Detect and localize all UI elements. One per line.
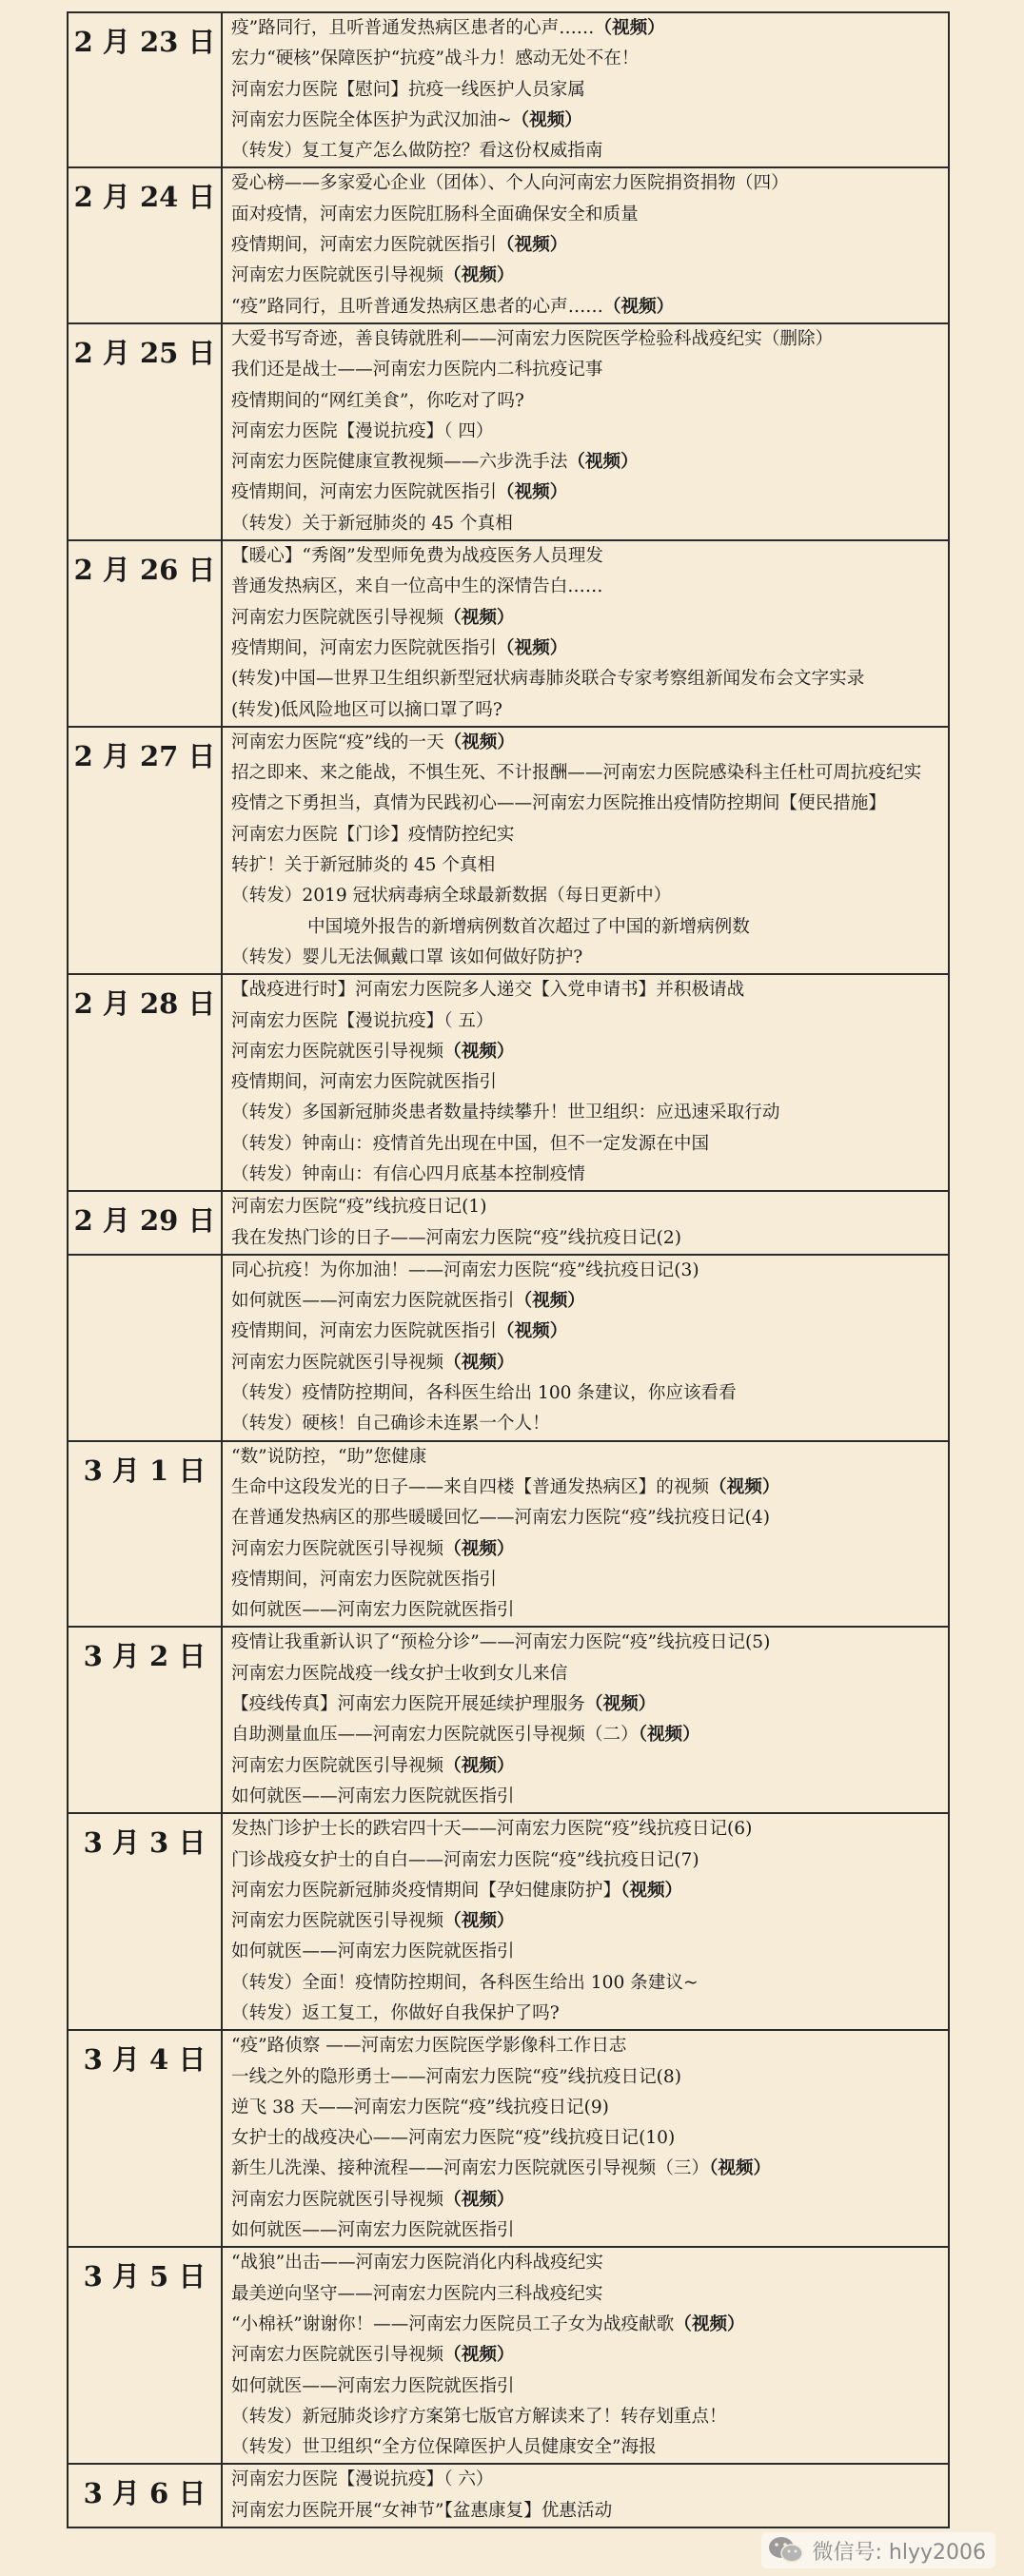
article-title-text: 在普通发热病区的那些暖暖回忆——河南宏力医院“疫”线抗疫日记(4) — [231, 1508, 770, 1529]
article-title-text: “疫”路同行，且听普通发热病区患者的心声…… — [231, 296, 603, 317]
video-tag: （视频） — [443, 2345, 515, 2366]
article-title-text: （转发）新冠肺炎诊疗方案第七版官方解读来了！转存划重点！ — [231, 2406, 727, 2427]
article-title-text: 门诊战疫女护士的自白——河南宏力医院“疫”线抗疫日记(7) — [231, 1849, 699, 1870]
video-tag: （视频） — [514, 1291, 585, 1312]
video-tag: （视频） — [620, 1880, 683, 1901]
article-title[interactable] — [231, 261, 942, 291]
video-tag: （视频） — [443, 732, 515, 752]
article-title[interactable] — [231, 2031, 942, 2061]
article-title-text: 如何就医——河南宏力医院就医指引 — [231, 2375, 515, 2396]
article-title[interactable] — [231, 1286, 942, 1317]
article-title[interactable] — [231, 417, 942, 447]
article-title-text: 河南宏力医院“疫”线抗疫日记(1) — [231, 1197, 487, 1218]
article-title[interactable] — [231, 478, 942, 508]
article-title[interactable] — [231, 355, 942, 385]
article-title[interactable] — [231, 200, 942, 230]
article-title[interactable] — [231, 1098, 942, 1128]
article-title[interactable] — [231, 1845, 942, 1876]
article-title-text: 如何就医——河南宏力医院就医指引 — [231, 1786, 515, 1806]
articles-cell — [222, 1191, 949, 1255]
schedule-row — [68, 2464, 949, 2527]
date-cell: 3 月 2 日 — [68, 1627, 222, 1813]
article-title[interactable] — [231, 1876, 942, 1906]
article-title[interactable] — [231, 820, 942, 850]
article-title-text: 同心抗疫！为你加油！——河南宏力医院“疫”线抗疫日记(3) — [231, 1259, 699, 1280]
article-title-text: 河南宏力医院【门诊】疫情防控纪实 — [231, 824, 515, 845]
article-title-text: 河南宏力医院【慰问】抗疫一线医护人员家属 — [231, 79, 585, 100]
video-tag: （视频） — [594, 18, 665, 38]
article-title[interactable] — [231, 1659, 942, 1689]
video-tag: （视频） — [443, 607, 515, 628]
article-title[interactable] — [231, 1720, 942, 1750]
schedule-row — [68, 2030, 949, 2247]
article-title-text: 河南宏力医院就医引导视频 — [231, 1538, 444, 1559]
article-title-text: 如何就医——河南宏力医院就医指引 — [231, 1291, 515, 1312]
video-tag: （视频） — [443, 1352, 515, 1373]
video-tag: （视频） — [602, 296, 675, 317]
article-title-text: （转发）钟南山：有信心四月底基本控制疫情 — [231, 1163, 585, 1184]
articles-cell — [222, 2464, 949, 2527]
article-title[interactable] — [231, 2062, 942, 2093]
article-title[interactable] — [231, 728, 942, 758]
video-tag: （视频） — [496, 637, 568, 658]
article-title-text: 疫情期间，河南宏力医院就医指引 — [231, 637, 497, 658]
date-cell: 3 月 3 日 — [68, 1813, 222, 2030]
schedule-row — [68, 1255, 949, 1441]
article-title[interactable] — [231, 850, 942, 881]
article-title[interactable] — [231, 881, 942, 911]
video-tag: （视频） — [674, 2313, 745, 2334]
schedule-row — [68, 167, 949, 322]
article-title[interactable] — [231, 2279, 942, 2310]
article-title-text: 河南宏力医院全体医护为武汉加油~ — [231, 109, 512, 130]
articles-cell — [222, 323, 949, 540]
article-title-text: 河南宏力医院就医引导视频 — [231, 2189, 444, 2210]
video-tag: （视频） — [638, 1725, 700, 1746]
video-tag: （视频） — [709, 2158, 772, 2179]
article-title-text: 新生儿洗澡、接种流程——河南宏力医院就医引导视频（三） — [231, 2158, 710, 2179]
article-title-text: 如何就医——河南宏力医院就医指引 — [231, 2220, 515, 2241]
article-title[interactable] — [231, 1378, 942, 1409]
article-title[interactable] — [231, 44, 942, 74]
article-title-text: 疫情之下勇担当，真情为民践初心——河南宏力医院推出疫情防控期间【便民措施】 — [231, 793, 886, 814]
article-title-text: “战狼”出击——河南宏力医院消化内科战疫纪实 — [231, 2253, 603, 2274]
article-title[interactable] — [231, 1906, 942, 1937]
article-title-text: 疫情期间，河南宏力医院就医指引 — [231, 1569, 497, 1590]
date-cell: 2 月 24 日 — [68, 167, 222, 322]
article-title[interactable] — [231, 106, 942, 136]
article-title-text: 逆飞 38 天——河南宏力医院“疫”线抗疫日记(9) — [231, 2097, 609, 2117]
schedule-row — [68, 12, 949, 167]
date-cell: 2 月 26 日 — [68, 540, 222, 727]
article-title-text: 自助测量血压——河南宏力医院就医引导视频（二） — [231, 1725, 639, 1746]
date-cell: 2 月 29 日 — [68, 1191, 222, 1255]
articles-cell — [222, 1441, 949, 1628]
schedule-row — [68, 540, 949, 727]
article-title[interactable] — [231, 2496, 942, 2527]
article-title-text: 发热门诊护士长的跌宕四十天——河南宏力医院“疫”线抗疫日记(6) — [231, 1819, 753, 1840]
video-tag: （视频） — [567, 452, 639, 473]
article-title[interactable] — [231, 1160, 942, 1190]
date-cell: 3 月 1 日 — [68, 1441, 222, 1628]
article-title[interactable] — [231, 1534, 942, 1565]
article-title-text: 河南宏力医院开展“女神节”【盆惠康复】优惠活动 — [231, 2500, 613, 2521]
article-title[interactable] — [231, 136, 942, 166]
date-cell: 2 月 23 日 — [68, 12, 222, 167]
article-title-text: 疫情期间，河南宏力医院就医指引 — [231, 482, 497, 503]
article-title-text: 河南宏力医院就医引导视频 — [231, 1352, 444, 1373]
articles-cell — [222, 1627, 949, 1813]
article-title-text: 疫”路同行，且听普通发热病区患者的心声…… — [231, 18, 595, 38]
article-title-text: 【疫线传真】河南宏力医院开展延续护理服务 — [231, 1694, 585, 1715]
articles-cell — [222, 540, 949, 727]
article-title[interactable] — [231, 975, 942, 1005]
article-title-text: “小棉袄”谢谢你！——河南宏力医院员工子女为战疫献歌 — [231, 2313, 675, 2334]
article-title[interactable] — [231, 1503, 942, 1533]
article-title-text: （转发）多国新冠肺炎患者数量持续攀升！世卫组织：应迅速采取行动 — [231, 1103, 780, 1123]
video-tag: （视频） — [443, 1755, 515, 1776]
article-title[interactable] — [231, 1999, 942, 2029]
article-title-text: 【暖心】“秀阁”发型师免费为战疫医务人员理发 — [231, 546, 603, 567]
video-tag: （视频） — [511, 109, 582, 130]
article-title-text: 女护士的战疫决心——河南宏力医院“疫”线抗疫日记(10) — [231, 2128, 676, 2149]
date-cell: 2 月 28 日 — [68, 974, 222, 1191]
schedule-row — [68, 323, 949, 540]
video-tag: （视频） — [443, 1911, 515, 1932]
schedule-row — [68, 1441, 949, 1628]
article-title-text: （转发）婴儿无法佩戴口罩 该如何做好防护? — [231, 946, 583, 967]
wechat-icon — [767, 2535, 805, 2566]
schedule-row — [68, 727, 949, 974]
article-title[interactable] — [231, 324, 942, 355]
article-title[interactable] — [231, 695, 942, 726]
schedule-row — [68, 2247, 949, 2464]
article-title-text: 生命中这段发光的日子——来自四楼【普通发热病区】的视频 — [231, 1476, 710, 1497]
article-title[interactable] — [231, 2402, 942, 2432]
article-title[interactable] — [231, 1192, 942, 1222]
article-title-text: （转发）2019 冠状病毒病全球最新数据（每日更新中） — [231, 886, 672, 907]
article-title-text: “疫”路侦察 ——河南宏力医院医学影像科工作日志 — [231, 2036, 627, 2057]
article-title-text: 中国境外报告的新增病例数首次超过了中国的新增病例数 — [307, 916, 750, 937]
article-title[interactable] — [231, 1409, 942, 1439]
article-title[interactable] — [231, 447, 942, 478]
article-title-text: 河南宏力医院战疫一线女护士收到女儿来信 — [231, 1663, 568, 1684]
schedule-row — [68, 974, 949, 1191]
article-title[interactable] — [231, 2465, 942, 2495]
article-title-text: 河南宏力医院就医引导视频 — [231, 1755, 444, 1776]
date-cell: 3 月 4 日 — [68, 2030, 222, 2247]
article-schedule-table — [67, 11, 950, 2528]
article-title[interactable] — [231, 1006, 942, 1037]
article-title-text: （转发）返工复工，你做好自我保护了吗? — [231, 2003, 560, 2023]
article-title-text: 河南宏力医院【漫说抗疫】（ 五） — [231, 1010, 494, 1031]
article-title[interactable] — [231, 664, 942, 694]
article-title[interactable] — [231, 1037, 942, 1067]
article-title-text: 转扩！关于新冠肺炎的 45 个真相 — [231, 855, 496, 876]
article-title-text: 河南宏力医院就医引导视频 — [231, 1041, 444, 1062]
article-title-text: 如何就医——河南宏力医院就医指引 — [231, 1600, 515, 1621]
article-title-text: （转发）世卫组织“全方位保障医护人员健康安全”海报 — [231, 2437, 657, 2458]
articles-cell — [222, 727, 949, 974]
article-title-text: 如何就医——河南宏力医院就医指引 — [231, 1942, 515, 1962]
article-title-text: 最美逆向坚守——河南宏力医院内三科战疫纪实 — [231, 2283, 603, 2304]
article-title[interactable] — [231, 75, 942, 106]
schedule-row — [68, 1813, 949, 2030]
article-title[interactable] — [231, 230, 942, 261]
articles-cell — [222, 1255, 949, 1441]
video-tag: （视频） — [443, 2189, 515, 2210]
article-title-text: （转发）疫情防控期间，各科医生给出 100 条建议，你应该看看 — [231, 1383, 737, 1404]
article-title[interactable] — [231, 292, 942, 322]
article-title-text: 疫情让我重新认识了“预检分诊”——河南宏力医院“疫”线抗疫日记(5) — [231, 1632, 771, 1653]
article-title-text: (转发)中国—世界卫生组织新型冠状病毒肺炎联合专家考察组新闻发布会文字实录 — [231, 669, 865, 690]
article-title[interactable] — [231, 1256, 942, 1286]
article-title[interactable] — [231, 2215, 942, 2246]
articles-cell — [222, 167, 949, 322]
article-title-text: （转发）硬核！自己确诊未连累一个人！ — [231, 1414, 550, 1434]
article-title-text: 河南宏力医院就医引导视频 — [231, 265, 444, 286]
article-title-text: 【战疫进行时】河南宏力医院多人递交【入党申请书】并积极请战 — [231, 980, 745, 1001]
date-cell: 2 月 25 日 — [68, 323, 222, 540]
article-title[interactable] — [231, 541, 942, 572]
article-title-text: 河南宏力医院【漫说抗疫】（ 六） — [231, 2469, 494, 2490]
article-title[interactable] — [231, 912, 942, 943]
article-title-text: （转发）复工复产怎么做防控？看这份权威指南 — [231, 141, 603, 162]
article-title-text: （转发）关于新冠肺炎的 45 个真相 — [231, 513, 513, 534]
schedule-row — [68, 1627, 949, 1813]
articles-cell — [222, 2030, 949, 2247]
article-title[interactable] — [231, 1782, 942, 1812]
article-title[interactable] — [231, 1223, 942, 1254]
article-title-text: 疫情期间，河南宏力医院就医指引 — [231, 1072, 497, 1093]
article-title[interactable] — [231, 1595, 942, 1626]
article-title-text: 河南宏力医院新冠肺炎疫情期间【孕妇健康防护】 — [231, 1880, 621, 1901]
video-tag: （视频） — [443, 1041, 515, 1062]
article-title-text: 爱心榜——多家爱心企业（团体）、个人向河南宏力医院捐资捐物（四） — [231, 173, 789, 194]
article-title-text: 河南宏力医院就医引导视频 — [231, 607, 444, 628]
article-title-text: 普通发热病区，来自一位高中生的深情告白…… — [231, 576, 603, 597]
article-title[interactable] — [231, 2432, 942, 2463]
article-title[interactable] — [231, 943, 942, 973]
article-title-text: (转发)低风险地区可以摘口罩了吗? — [231, 699, 502, 720]
article-title[interactable] — [231, 2340, 942, 2371]
article-title[interactable] — [231, 1751, 942, 1782]
article-title-text: 河南宏力医院就医引导视频 — [231, 2345, 444, 2366]
article-title-text: 大爱书写奇迹，善良铸就胜利——河南宏力医院医学检验科战疫纪实（删除） — [231, 328, 834, 349]
article-title[interactable] — [231, 1442, 942, 1473]
article-title[interactable] — [231, 1129, 942, 1160]
article-title[interactable] — [231, 1348, 942, 1378]
date-cell — [68, 1255, 222, 1441]
articles-cell — [222, 12, 949, 167]
article-title-text: 疫情期间，河南宏力医院就医指引 — [231, 1321, 497, 1342]
article-title[interactable] — [231, 2310, 942, 2340]
article-title[interactable] — [231, 1689, 942, 1720]
video-tag: （视频） — [496, 235, 568, 256]
article-title[interactable] — [231, 509, 942, 539]
wechat-watermark — [761, 2532, 996, 2568]
article-title-text: 河南宏力医院“疫”线的一天 — [231, 732, 444, 752]
article-title[interactable] — [231, 13, 942, 44]
article-title-text: 我们还是战士——河南宏力医院内二科抗疫记事 — [231, 360, 603, 381]
article-title[interactable] — [231, 2248, 942, 2278]
article-title[interactable] — [231, 1814, 942, 1844]
article-title-text: 一线之外的隐形勇士——河南宏力医院“疫”线抗疫日记(8) — [231, 2066, 682, 2087]
watermark-text: 微信号: hlyy2006 — [812, 2540, 986, 2565]
article-title[interactable] — [231, 2093, 942, 2123]
article-title[interactable] — [231, 1628, 942, 1658]
article-title-text: 河南宏力医院就医引导视频 — [231, 1911, 444, 1932]
article-title[interactable] — [231, 168, 942, 199]
article-title[interactable] — [231, 2123, 942, 2154]
article-title[interactable] — [231, 758, 942, 789]
articles-cell — [222, 2247, 949, 2464]
article-title[interactable] — [231, 1937, 942, 1967]
article-title-text: 宏力“硬核”保障医护“抗疫”战斗力！感动无处不在！ — [231, 49, 640, 69]
article-title-text: （转发）全面！疫情防控期间，各科医生给出 100 条建议~ — [231, 1972, 699, 1993]
article-title[interactable] — [231, 1317, 942, 1347]
article-title-text: 面对疫情，河南宏力医院肛肠科全面确保安全和质量 — [231, 204, 639, 224]
article-title[interactable] — [231, 1473, 942, 1503]
article-title[interactable] — [231, 386, 942, 417]
article-title[interactable] — [231, 2185, 942, 2215]
article-title-text: “数”说防控，“助”您健康 — [231, 1446, 427, 1467]
article-title[interactable] — [231, 2154, 942, 2184]
article-title[interactable] — [231, 789, 942, 819]
video-tag: （视频） — [443, 1538, 515, 1559]
article-title[interactable] — [231, 634, 942, 664]
date-cell: 3 月 5 日 — [68, 2247, 222, 2464]
articles-cell — [222, 1813, 949, 2030]
video-tag: （视频） — [709, 1476, 780, 1497]
articles-cell — [222, 974, 949, 1191]
article-title-text: （转发）钟南山：疫情首先出现在中国，但不一定发源在中国 — [231, 1133, 710, 1154]
date-cell: 2 月 27 日 — [68, 727, 222, 974]
article-title[interactable] — [231, 1565, 942, 1595]
article-title-text: 河南宏力医院【漫说抗疫】（ 四） — [231, 420, 494, 441]
date-cell: 3 月 6 日 — [68, 2464, 222, 2527]
article-title-text: 河南宏力医院健康宣教视频——六步洗手法 — [231, 452, 568, 473]
article-title[interactable] — [231, 2371, 942, 2402]
article-title[interactable] — [231, 603, 942, 634]
article-title-text: 我在发热门诊的日子——河南宏力医院“疫”线抗疫日记(2) — [231, 1227, 682, 1248]
video-tag: （视频） — [496, 482, 568, 503]
video-tag: （视频） — [584, 1694, 657, 1715]
article-title[interactable] — [231, 1968, 942, 1999]
article-title-text: 疫情期间的“网红美食”，你吃对了吗? — [231, 390, 524, 411]
article-title-text: 疫情期间，河南宏力医院就医指引 — [231, 235, 497, 256]
video-tag: （视频） — [443, 265, 515, 286]
article-title[interactable] — [231, 1067, 942, 1098]
article-title[interactable] — [231, 572, 942, 602]
video-tag: （视频） — [496, 1321, 568, 1342]
article-title-text: 招之即来、来之能战，不惧生死、不计报酬——河南宏力医院感染科主任杜可周抗疫纪实 — [231, 763, 922, 784]
schedule-row — [68, 1191, 949, 1255]
